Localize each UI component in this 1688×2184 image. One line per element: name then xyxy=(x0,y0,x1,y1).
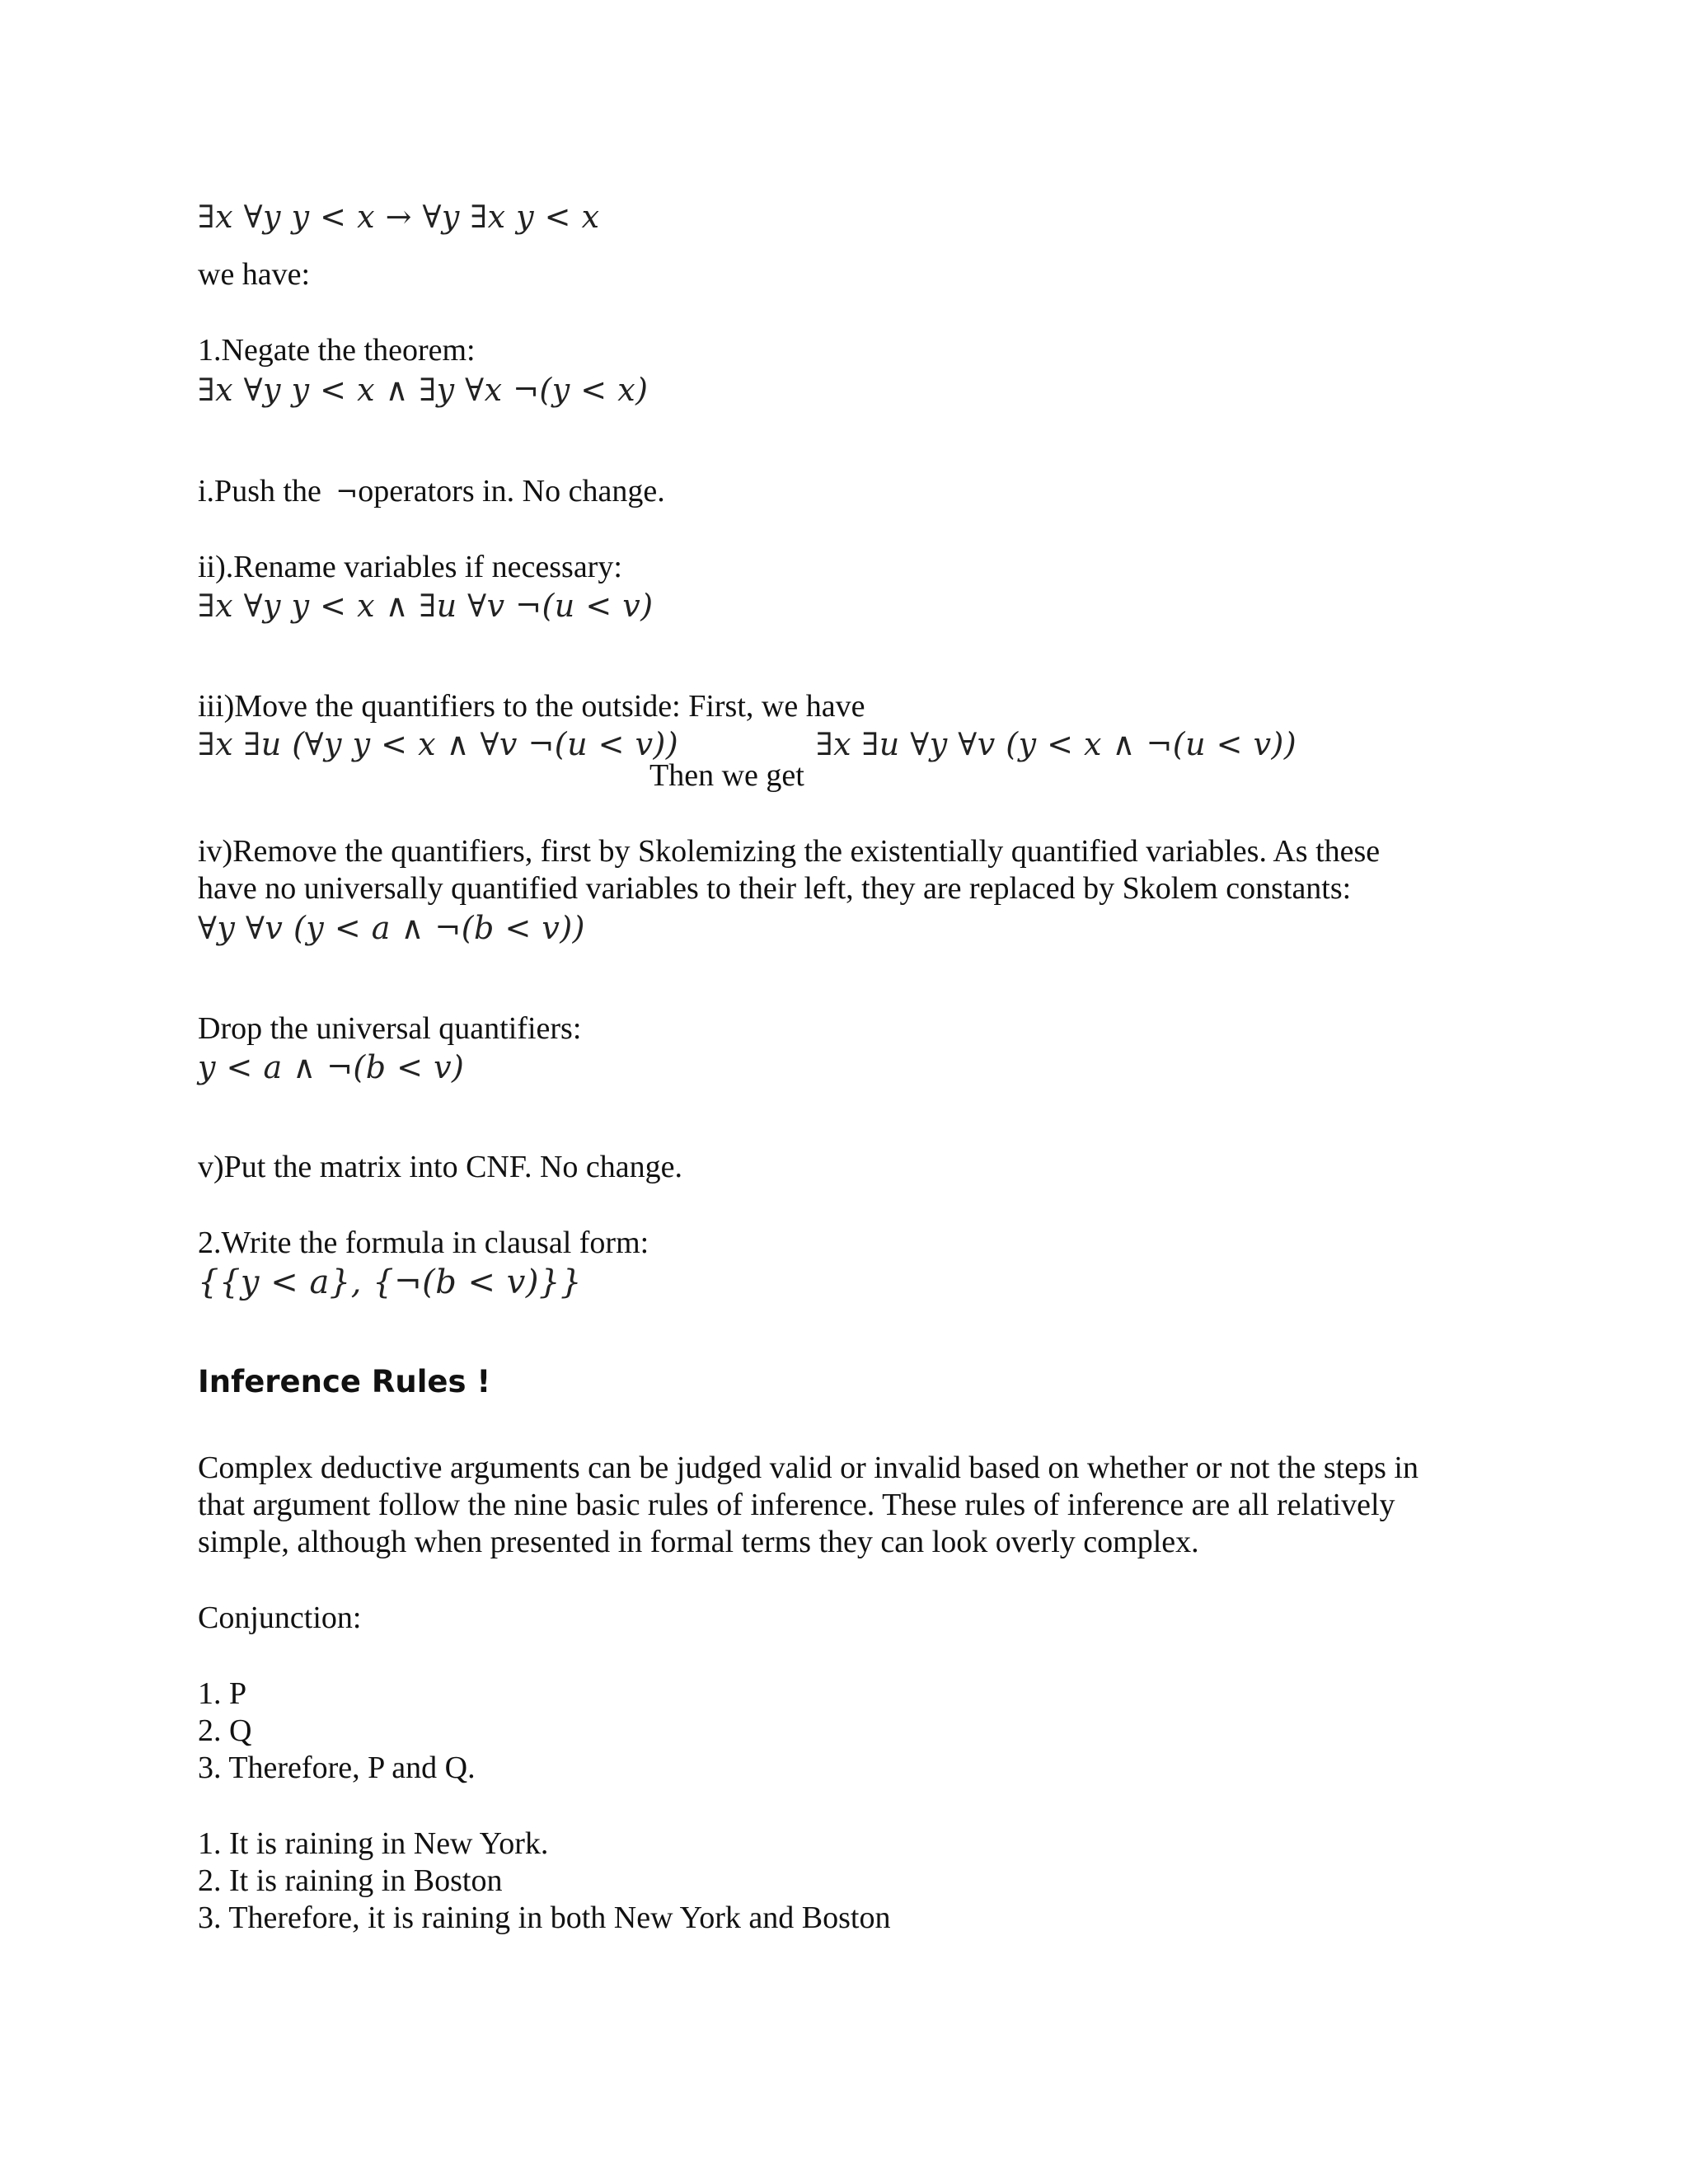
example-item-3: 3. Therefore, it is raining in both New York and Boston xyxy=(198,1900,891,1935)
formula-clausal: {{y < a}, {¬(b < v)}} xyxy=(198,1263,582,1301)
abstract-item-1: 1. P xyxy=(198,1676,247,1711)
step-remove-line-1: iv)Remove the quantifiers, first by Skolemizing the existentially quantified variables. As these xyxy=(198,834,1381,869)
formula-moved-second: ∃x ∃u ∀y ∀v (y < x ∧ ¬(u < v)) xyxy=(816,726,1297,762)
formula-moved-first: ∃x ∃u (∀y y < x ∧ ∀v ¬(u < v)) xyxy=(198,726,679,762)
negation-symbol: ¬ xyxy=(335,476,359,508)
abstract-item-2: 2. Q xyxy=(198,1713,252,1748)
formula-skolemized: ∀y ∀v (y < a ∧ ¬(b < v)) xyxy=(198,910,585,946)
example-item-1: 1. It is raining in New York. xyxy=(198,1826,549,1861)
step-rename-heading: ii).Rename variables if necessary: xyxy=(198,550,622,584)
abstract-item-3: 3. Therefore, P and Q. xyxy=(198,1750,476,1785)
step-push-operators xyxy=(198,472,665,511)
step-clausal-heading: 2.Write the formula in clausal form: xyxy=(198,1226,649,1260)
step-move-heading: iii)Move the quantifiers to the outside: First, we have xyxy=(198,689,865,724)
conjunction-label: Conjunction: xyxy=(198,1601,362,1635)
formula-dropped: y < a ∧ ¬(b < v) xyxy=(198,1049,465,1085)
text-then-we-get: Then we get xyxy=(649,758,804,793)
paragraph-line-3: simple, although when presented in formal terms they can look overly complex. xyxy=(198,1525,1199,1559)
formula-renamed: ∃x ∀y y < x ∧ ∃u ∀v ¬(u < v) xyxy=(198,588,654,624)
section-heading-inference-rules: Inference Rules ! xyxy=(198,1364,491,1399)
paragraph-line-1: Complex deductive arguments can be judged valid or invalid based on whether or not the steps in xyxy=(198,1451,1418,1485)
step-remove-line-2: have no universally quantified variables to their left, they are replaced by Skolem constants: xyxy=(198,871,1352,906)
push-prefix: i.Push the xyxy=(198,474,321,509)
example-item-2: 2. It is raining in Boston xyxy=(198,1863,503,1898)
text-we-have: we have: xyxy=(198,257,311,292)
step-negate-heading: 1.Negate the theorem: xyxy=(198,333,476,368)
formula-negated: ∃x ∀y y < x ∧ ∃y ∀x ¬(y < x) xyxy=(198,372,649,408)
step-drop-heading: Drop the universal quantifiers: xyxy=(198,1011,582,1046)
paragraph-line-2: that argument follow the nine basic rules of inference. These rules of inference are all relatively xyxy=(198,1488,1395,1522)
step-cnf: v)Put the matrix into CNF. No change. xyxy=(198,1150,682,1184)
push-suffix: operators in. No change. xyxy=(358,474,665,509)
formula-theorem: ∃x ∀y y < x → ∀y ∃x y < x xyxy=(198,199,600,235)
